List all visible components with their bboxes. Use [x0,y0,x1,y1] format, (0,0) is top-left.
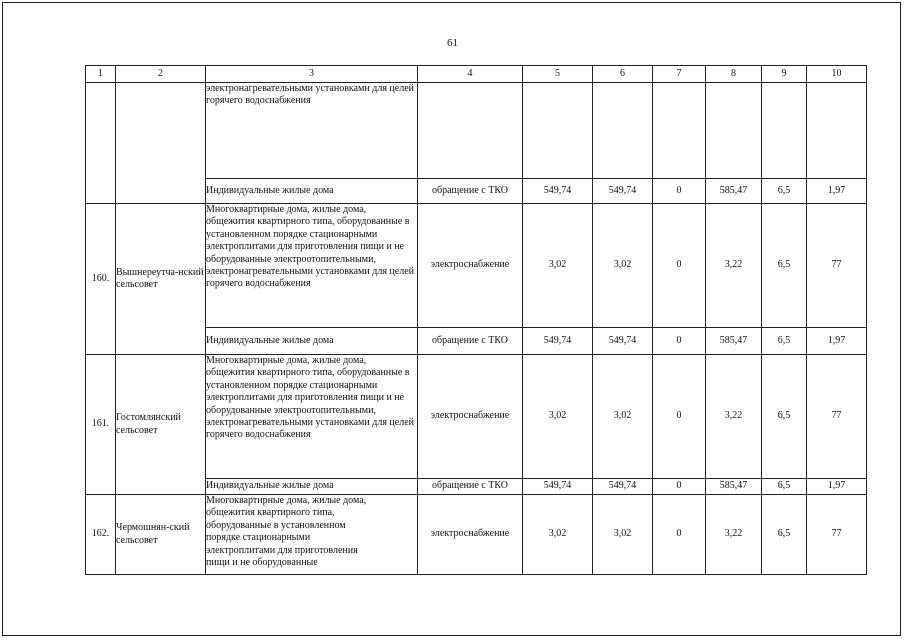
description-line: общежития квартирного типа, [206,507,335,519]
value-cell: 3,22 [706,355,762,479]
header-cell: 7 [653,66,706,83]
value-cell: 3,02 [593,355,653,479]
value-cell: 585,47 [706,479,762,495]
empty-cell [653,83,706,179]
service-cell: обращение с ТКО [418,479,523,495]
value-cell: 6,5 [762,204,807,328]
value-cell: 0 [653,179,706,204]
empty-cell [523,83,593,179]
description-line: электроплитами для приготовления [206,544,358,556]
value-cell: 1,97 [807,179,867,204]
empty-cell [762,83,807,179]
row-number-cell: 162. [86,495,116,575]
description-line: Многоквартирные дома, жилые дома, [206,495,367,506]
header-cell: 6 [593,66,653,83]
value-cell: 0 [653,495,706,575]
table-row [86,495,867,575]
value-cell: 3,02 [593,495,653,575]
value-cell: 3,22 [706,204,762,328]
description-cell: Индивидуальные жилые дома [206,479,418,495]
service-cell: электроснабжение [418,495,523,575]
region-cell: Чермошнян-ский сельсовет [116,495,206,575]
value-cell: 6,5 [762,179,807,204]
header-cell: 4 [418,66,523,83]
header-cell: 8 [706,66,762,83]
value-cell: 549,74 [593,328,653,355]
value-cell: 0 [653,355,706,479]
description-cell: Многоквартирные дома, жилые дома, общежития квартирного типа, оборудованные в установленном порядке стационарными электроплитами для приготовления пищи и не оборудованные электроотопительными, электронагревательными установками для целей горячего водоснабжения [206,204,418,328]
table-row [86,204,867,328]
description-cell: Индивидуальные жилые дома [206,179,418,204]
description-line: пищи и не оборудованные [206,557,318,569]
row-number-cell: 161. [86,355,116,495]
value-cell: 585,47 [706,179,762,204]
value-cell: 585,47 [706,328,762,355]
header-cell: 3 [206,66,418,83]
value-cell: 549,74 [523,479,593,495]
value-cell: 3,02 [523,495,593,575]
region-cell: Гостомлянский сельсовет [116,355,206,495]
empty-cell [418,83,523,179]
value-cell: 0 [653,479,706,495]
value-cell: 549,74 [523,179,593,204]
value-cell: 0 [653,328,706,355]
value-cell: 3,02 [523,355,593,479]
header-cell: 1 [86,66,116,83]
value-cell: 3,02 [593,204,653,328]
header-cell: 9 [762,66,807,83]
value-cell: 6,5 [762,355,807,479]
value-cell: 549,74 [523,328,593,355]
empty-cell [807,83,867,179]
description-cell: Индивидуальные жилые дома [206,328,418,355]
header-row [86,66,867,83]
value-cell: 0 [653,204,706,328]
value-cell: 77 [807,204,867,328]
description-cell [206,495,418,575]
tariff-table [85,65,867,575]
value-cell: 549,74 [593,479,653,495]
value-cell: 3,22 [706,495,762,575]
description-cell: Многоквартирные дома, жилые дома, общежития квартирного типа, оборудованные в установленном порядке стационарными электроплитами для приготовления пищи и не оборудованные электроотопительными, электронагревательными установками для целей горячего водоснабжения [206,355,418,479]
service-cell: электроснабжение [418,355,523,479]
value-cell: 6,5 [762,479,807,495]
value-cell: 6,5 [762,495,807,575]
header-cell: 10 [807,66,867,83]
service-cell: обращение с ТКО [418,179,523,204]
header-cell: 2 [116,66,206,83]
row-number-cell [86,83,116,204]
value-cell: 77 [807,495,867,575]
empty-cell [593,83,653,179]
value-cell: 77 [807,355,867,479]
table-row [86,355,867,479]
service-cell: электроснабжение [418,204,523,328]
value-cell: 6,5 [762,328,807,355]
value-cell: 3,02 [523,204,593,328]
empty-cell [706,83,762,179]
description-cell: электронагревательными установками для целей горячего водоснабжения [206,83,418,179]
service-cell: обращение с ТКО [418,328,523,355]
description-line: оборудованные в установленном [206,519,346,531]
table-row [86,83,867,179]
row-number-cell: 160. [86,204,116,355]
region-cell: Вышнереутча-нский сельсовет [116,204,206,355]
value-cell: 549,74 [593,179,653,204]
value-cell: 1,97 [807,328,867,355]
value-cell: 1,97 [807,479,867,495]
description-line: порядке стационарными [206,532,311,544]
page-number: 61 [447,37,458,49]
header-cell: 5 [523,66,593,83]
region-cell [116,83,206,204]
